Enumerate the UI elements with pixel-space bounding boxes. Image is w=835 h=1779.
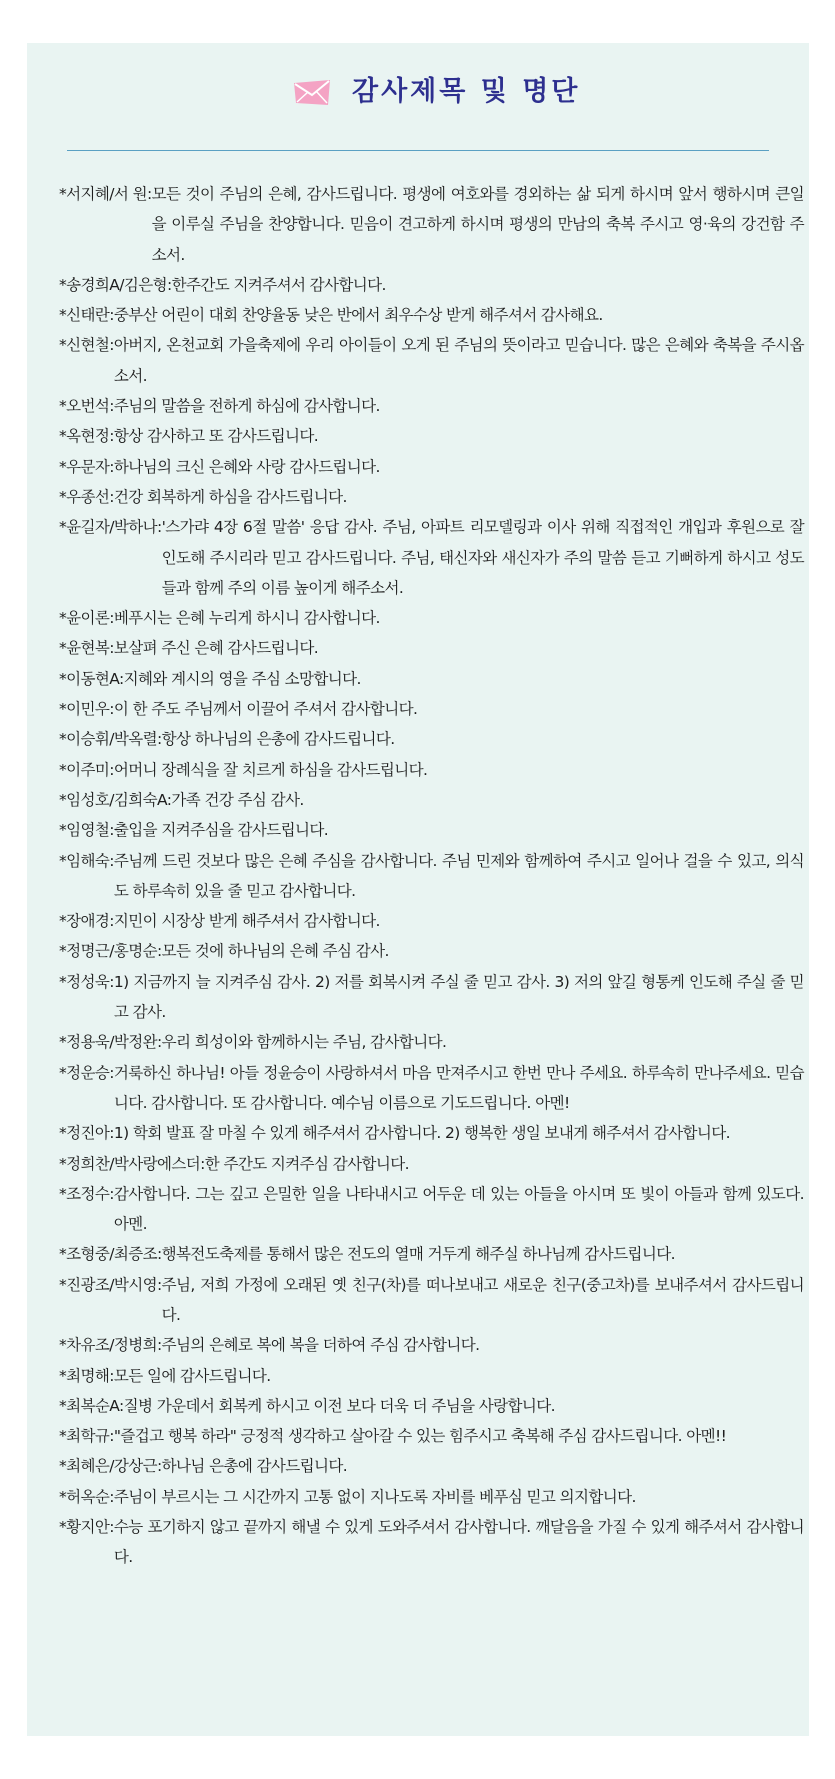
- entry-name: *임영철:: [59, 821, 114, 840]
- entry-message: 감사합니다. 그는 깊고 은밀한 일을 나타내시고 어두운 데 있는 아들을 아시며 또 빛이 아들과 함께 있도다. 아멘.: [113, 1184, 804, 1234]
- entry-message: 지혜와 계시의 영을 주심 소망합니다.: [123, 669, 361, 688]
- entry-name: *우종선:: [59, 487, 114, 506]
- entry-message: 베푸시는 은혜 누리게 하시니 감사합니다.: [113, 609, 380, 628]
- prayer-entry: [59, 1179, 804, 1240]
- entry-message: 수능 포기하지 않고 끝까지 해낼 수 있게 도와주셔서 감사합니다. 깨달음을 가질 수 있게 해주셔서 감사합니다.: [113, 1518, 804, 1567]
- entry-message: 항상 하나님의 은총에 감사드립니다.: [161, 730, 395, 749]
- prayer-entry: [59, 1512, 804, 1573]
- prayer-entry: [59, 936, 804, 966]
- entry-name: *이동현A:: [59, 669, 124, 688]
- prayer-entry: [59, 846, 804, 907]
- entry-message: 주님, 저희 가정에 오래된 옛 친구(차)를 떠나보내고 새로운 친구(중고차)를 보내주셔서 감사드립니다.: [161, 1275, 804, 1324]
- entry-message: 항상 감사하고 또 감사드립니다.: [113, 427, 319, 446]
- prayer-entry: [59, 967, 804, 1028]
- entry-name: *윤현복:: [59, 639, 114, 658]
- prayer-entry: [59, 421, 804, 451]
- entry-message: 1) 학회 발표 잘 마칠 수 있게 해주셔서 감사합니다. 2) 행복한 생일 보내게 해주셔서 감사합니다.: [113, 1124, 730, 1143]
- entry-message: 하나님 은총에 감사드립니다.: [161, 1457, 348, 1476]
- entry-name: *서지혜/서 원:: [59, 185, 152, 203]
- entry-name: *최명해:: [59, 1366, 114, 1385]
- header: [27, 73, 809, 123]
- entry-message: 지민이 시장상 받게 해주셔서 감사합니다.: [113, 912, 380, 931]
- entry-name: *조정수:: [59, 1184, 114, 1203]
- entry-message: 한 주간도 지켜주심 감사합니다.: [204, 1154, 409, 1173]
- entry-message: 질병 가운데서 회복케 하시고 이전 보다 더욱 더 주님을 사랑합니다.: [123, 1396, 555, 1415]
- prayer-entry: [59, 270, 804, 300]
- entry-message: "즐겁고 행복 하라" 긍정적 생각하고 살아갈 수 있는 힘주시고 축복해 주심 감사드립니다. 아멘!!: [113, 1427, 727, 1446]
- entry-name: *송경희A/김은형:: [59, 275, 172, 294]
- entry-message: 거룩하신 하나님! 아들 정윤승이 사랑하셔서 마음 만져주시고 한번 만나 주세요. 하루속히 만나주세요. 믿습니다. 감사합니다. 또 감사합니다. 예수님 이름으로 기도드립니다. 아멘!: [113, 1063, 804, 1112]
- entry-message: 1) 지금까지 늘 지켜주심 감사. 2) 저를 회복시켜 주실 줄 믿고 감사. 3) 저의 앞길 형통케 인도해 주실 줄 믿고 감사.: [113, 972, 804, 1022]
- entry-name: *오번석:: [59, 397, 114, 416]
- entry-message: 건강 회복하게 하심을 감사드립니다.: [113, 487, 347, 506]
- divider: [67, 150, 769, 151]
- entry-name: *임성호/김희숙A:: [59, 790, 172, 809]
- prayer-entry: [59, 633, 804, 663]
- prayer-entry: [59, 452, 804, 482]
- prayer-entry: [59, 1361, 804, 1391]
- prayer-entry: [59, 603, 804, 633]
- entry-message: 중부산 어린이 대회 찬양율동 낮은 반에서 최우수상 받게 해주셔서 감사해요.: [113, 306, 603, 325]
- entry-message: 주님의 말씀을 전하게 하심에 감사합니다.: [113, 397, 380, 416]
- entry-name: *최학규:: [59, 1427, 114, 1446]
- prayer-entry: [59, 1391, 804, 1421]
- entry-message: 아버지, 온천교회 가을축제에 우리 아이들이 오게 된 주님의 뜻이라고 믿습니다. 많은 은혜와 축복을 주시옵소서.: [113, 336, 804, 385]
- entry-message: 한주간도 지켜주셔서 감사합니다.: [171, 275, 386, 294]
- entry-name: *허옥순:: [59, 1487, 114, 1506]
- entry-name: *이민우:: [59, 700, 114, 719]
- entry-name: *황지안:: [59, 1518, 114, 1537]
- prayer-entry: [59, 1451, 804, 1481]
- prayer-entry: [59, 1330, 804, 1360]
- entry-name: *이승휘/박옥렬:: [59, 730, 162, 749]
- entry-name: *장애경:: [59, 912, 114, 931]
- entry-name: *우문자:: [59, 457, 114, 476]
- entry-message: 주님의 은혜로 복에 복을 더하여 주심 감사합니다.: [161, 1336, 480, 1355]
- envelope-icon: [292, 79, 332, 107]
- entry-name: *신현철:: [59, 336, 114, 355]
- prayer-entry: [59, 330, 804, 391]
- prayer-entry: [59, 785, 804, 815]
- entry-name: *윤이론:: [59, 609, 114, 628]
- prayer-entry: [59, 1118, 804, 1148]
- entry-message: 모든 것이 주님의 은혜, 감사드립니다. 평생에 여호와를 경외하는 삶 되게 하시며 앞서 행하시며 큰일을 이루실 주님을 찬양합니다. 믿음이 견고하게 하시며 평생의 만남의 축복 주시고 영·육의 강건함 주소서.: [151, 185, 804, 264]
- prayer-entry: [59, 1270, 804, 1331]
- entry-name: *정성욱:: [59, 972, 114, 991]
- prayer-entry: [59, 694, 804, 724]
- prayer-list: [59, 179, 804, 1573]
- entry-name: *정명근/홍명순:: [59, 942, 162, 961]
- prayer-entry: [59, 815, 804, 845]
- prayer-entry: [59, 1482, 804, 1512]
- prayer-entry: [59, 664, 804, 694]
- entry-message: 모든 것에 하나님의 은혜 주심 감사.: [161, 942, 389, 961]
- entry-message: 출입을 지켜주심을 감사드립니다.: [113, 821, 329, 840]
- entry-name: *정진아:: [59, 1124, 114, 1143]
- entry-message: 모든 일에 감사드립니다.: [113, 1366, 271, 1385]
- entry-name: *차유조/정병희:: [59, 1336, 162, 1355]
- entry-message: '스가랴 4장 6절 말씀' 응답 감사. 주님, 아파트 리모델링과 이사 위해 직접적인 개입과 후원으로 잘 인도해 주시리라 믿고 감사드립니다. 주님, 태신자와 새신자가 주의 말씀 듣고 기뻐하게 하시고 성도들과 함께 주의 이름 높이게 해주소서.: [161, 518, 804, 597]
- entry-message: 하나님의 크신 은혜와 사랑 감사드립니다.: [113, 457, 380, 476]
- prayer-entry: [59, 1058, 804, 1119]
- entry-name: *윤길자/박하나:: [59, 518, 162, 537]
- entry-name: *옥현정:: [59, 427, 114, 446]
- entry-message: 주님이 부르시는 그 시간까지 고통 없이 지나도록 자비를 베푸심 믿고 의지합니다.: [113, 1487, 636, 1506]
- entry-name: *조형중/최증조:: [59, 1245, 162, 1264]
- prayer-entry: [59, 1149, 804, 1179]
- entry-message: 행복전도축제를 통해서 많은 전도의 열매 거두게 해주실 하나님께 감사드립니다.: [161, 1245, 675, 1264]
- entry-name: *진광조/박시영:: [59, 1275, 162, 1294]
- prayer-entry: [59, 482, 804, 512]
- prayer-entry: [59, 300, 804, 330]
- prayer-entry: [59, 755, 804, 785]
- prayer-entry: [59, 179, 804, 270]
- entry-name: *이주미:: [59, 760, 114, 779]
- page-title: 감사제목 및 명단: [352, 76, 581, 107]
- entry-name: *신태란:: [59, 306, 114, 325]
- prayer-entry: [59, 512, 804, 603]
- entry-message: 주님께 드린 것보다 많은 은혜 주심을 감사합니다. 주님 민제와 함께하여 주시고 일어나 걸을 수 있고, 의식도 하루속히 있을 줄 믿고 감사합니다.: [113, 851, 804, 900]
- entry-name: *임해숙:: [59, 851, 114, 870]
- prayer-entry: [59, 1421, 804, 1451]
- entry-message: 어머니 장례식을 잘 치르게 하심을 감사드립니다.: [113, 760, 428, 779]
- entry-message: 우리 희성이와 함께하시는 주님, 감사합니다.: [161, 1033, 447, 1052]
- prayer-entry: [59, 1239, 804, 1269]
- entry-name: *정운승:: [59, 1063, 114, 1082]
- prayer-panel: [27, 43, 809, 1736]
- prayer-entry: [59, 1027, 804, 1057]
- prayer-entry: [59, 391, 804, 421]
- entry-name: *최혜은/강상근:: [59, 1457, 162, 1476]
- entry-message: 이 한 주도 주님께서 이끌어 주셔서 감사합니다.: [113, 700, 418, 719]
- prayer-entry: [59, 724, 804, 754]
- entry-name: *정희찬/박사랑에스더:: [59, 1154, 205, 1173]
- entry-name: *정용욱/박정완:: [59, 1033, 162, 1052]
- entry-message: 가족 건강 주심 감사.: [171, 790, 304, 809]
- prayer-entry: [59, 906, 804, 936]
- entry-message: 보살펴 주신 은혜 감사드립니다.: [113, 639, 319, 658]
- entry-name: *최복순A:: [59, 1396, 124, 1415]
